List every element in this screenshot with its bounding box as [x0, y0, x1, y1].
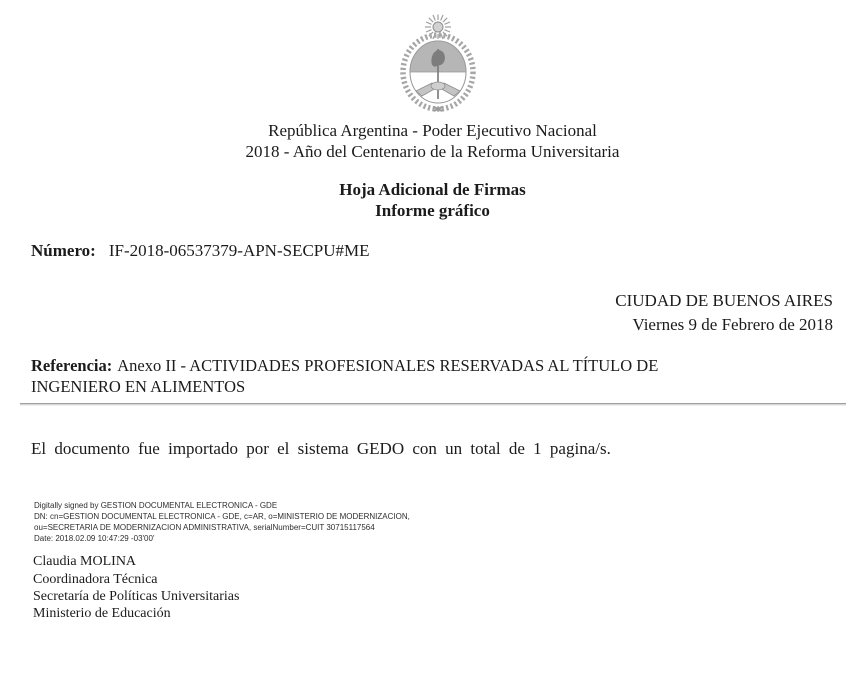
document-title-line-2: Informe gráfico — [375, 201, 490, 220]
reference-line-1: Anexo II - ACTIVIDADES PROFESIONALES RESERVADAS AL TÍTULO DE — [117, 356, 659, 375]
body-text: El documento fue importado por el sistema GEDO con un total de 1 pagina/s. — [31, 439, 611, 458]
signer-ministry: Ministerio de Educación — [33, 606, 171, 621]
reference-line-2: INGENIERO EN ALIMENTOS — [31, 376, 246, 396]
header-line-1: República Argentina - Poder Ejecutivo Nacional — [268, 121, 597, 140]
stamp-line-4: Date: 2018.02.09 10:47:29 -03'00' — [34, 534, 155, 543]
stamp-line-1: Digitally signed by GESTION DOCUMENTAL ELECTRONICA - GDE — [34, 501, 278, 510]
signer-role: Coordinadora Técnica — [33, 572, 158, 587]
reference-label: Referencia: — [31, 356, 113, 375]
signer-name: Claudia MOLINA — [33, 554, 137, 569]
place-line: CIUDAD DE BUENOS AIRES — [615, 291, 833, 310]
stamp-line-2: DN: cn=GESTION DOCUMENTAL ELECTRONICA - GDE, c=AR, o=MINISTERIO DE MODERNIZACION, — [34, 512, 410, 521]
digital-signature-stamp — [34, 500, 410, 544]
signer-office: Secretaría de Políticas Universitarias — [33, 589, 240, 604]
header-line-2: 2018 - Año del Centenario de la Reforma Universitaria — [245, 142, 620, 161]
document-title-line-1: Hoja Adicional de Firmas — [339, 180, 526, 199]
coat-of-arms-icon — [396, 14, 480, 112]
document-number — [31, 241, 370, 261]
reference-divider — [20, 403, 846, 406]
stamp-line-3: ou=SECRETARIA DE MODERNIZACION ADMINISTRATIVA, serialNumber=CUIT 30715117564 — [34, 523, 375, 532]
number-label: Número: — [31, 241, 96, 260]
reference-block — [31, 356, 761, 397]
number-value: IF-2018-06537379-APN-SECPU#ME — [108, 241, 370, 260]
date-line: Viernes 9 de Febrero de 2018 — [632, 315, 833, 334]
